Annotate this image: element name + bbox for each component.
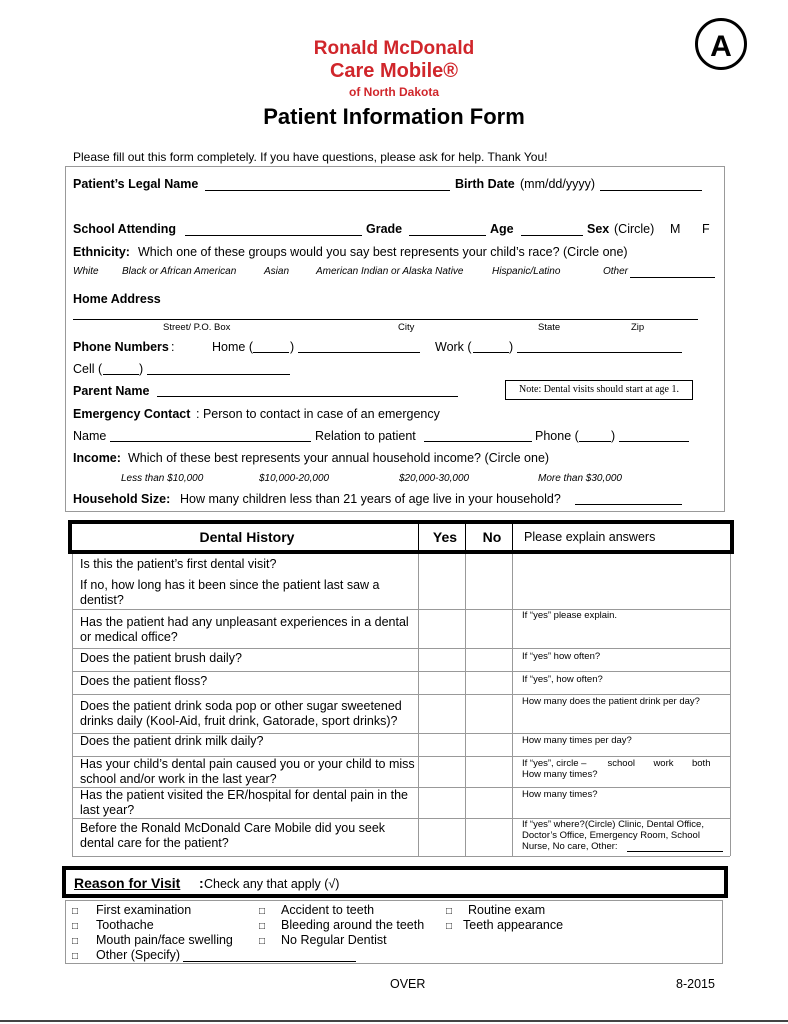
checkbox-accident[interactable]: □	[259, 906, 266, 917]
question-last-visit: If no, how long has it been since the patient last saw a dentist?	[80, 578, 380, 607]
checkbox-routine-exam[interactable]: □	[446, 906, 453, 917]
ethnicity-option[interactable]: Hispanic/Latino	[492, 266, 561, 277]
cell-area-code-field[interactable]	[103, 374, 139, 375]
emergency-name-field[interactable]	[110, 441, 311, 442]
household-label: Household Size:	[73, 492, 171, 506]
grade-field[interactable]	[409, 235, 486, 236]
emergency-phone-field[interactable]	[619, 441, 689, 442]
income-option[interactable]: Less than $10,000	[121, 473, 204, 484]
logo-line2: Care Mobile®	[329, 60, 459, 82]
ethnicity-question: Which one of these groups would you say best represents your child’s race? (Circle one)	[138, 245, 628, 259]
explain-soda: How many does the patient drink per day?	[522, 696, 700, 707]
phone-numbers-colon: :	[171, 340, 175, 354]
school-field[interactable]	[185, 235, 362, 236]
checkbox-no-dentist[interactable]: □	[259, 936, 266, 947]
reason-for-visit-header	[62, 866, 728, 898]
phone-numbers-label: Phone Numbers	[73, 340, 169, 354]
work-phone-field[interactable]	[517, 352, 682, 353]
question-soda: Does the patient drink soda pop or other sugar sweetened drinks daily (Kool-Aid, fruit drink, Gatorade, sport drinks)?	[80, 699, 402, 728]
footer-over: OVER	[390, 977, 426, 991]
explain-brush: If “yes” how often?	[522, 651, 601, 662]
checkbox-bleeding[interactable]: □	[259, 921, 266, 932]
ethnicity-label: Ethnicity:	[73, 245, 130, 259]
cell-phone-close: )	[139, 362, 144, 376]
parent-name-label: Parent Name	[73, 384, 150, 398]
checkbox-toothache[interactable]: □	[72, 921, 79, 932]
header-divider	[465, 524, 466, 550]
emergency-contact-label: Emergency Contact	[73, 407, 191, 421]
parent-name-field[interactable]	[157, 396, 458, 397]
page-title: Patient Information Form	[263, 104, 525, 129]
emergency-name-label: Name	[73, 429, 107, 443]
legal-name-field[interactable]	[205, 190, 450, 191]
address-part-label: Street/ P.O. Box	[163, 322, 231, 333]
income-option[interactable]: More than $30,000	[538, 473, 622, 484]
address-part-label: City	[398, 322, 415, 333]
dental-history-title: Dental History	[199, 529, 295, 545]
question-missed-school: Has your child’s dental pain caused you or your child to miss school and/or work in the last year?	[80, 757, 415, 786]
checkbox-teeth-appearance[interactable]: □	[446, 921, 453, 932]
address-part-label: Zip	[631, 322, 645, 333]
school-label: School Attending	[73, 222, 176, 236]
dental-age-note: Note: Dental visits should start at age 1.	[505, 380, 693, 400]
first-visit-yes-cell[interactable]	[419, 555, 465, 609]
logo-line3: of North Dakota	[349, 85, 439, 99]
home-phone-label: Home (	[212, 340, 253, 354]
question-floss: Does the patient floss?	[80, 674, 208, 688]
reason-colon: :	[199, 875, 204, 891]
reason-title: Reason for Visit	[74, 875, 181, 891]
work-area-code-field[interactable]	[473, 352, 509, 353]
yes-column-header: Yes	[432, 529, 458, 545]
reason-option: Accident to teeth	[281, 903, 375, 917]
intro-text: Please fill out this form completely. If you have questions, please ask for help. Thank You!	[73, 150, 548, 164]
explain-milk: How many times per day?	[522, 735, 632, 746]
grade-label: Grade	[366, 222, 403, 236]
ethnicity-option[interactable]: Other	[603, 266, 629, 277]
checkbox-first-exam[interactable]: □	[72, 906, 79, 917]
header-divider	[418, 524, 419, 550]
sex-hint: (Circle)	[614, 222, 655, 236]
question-milk: Does the patient drink milk daily?	[80, 734, 264, 748]
reason-option: No Regular Dentist	[281, 933, 387, 947]
question-first-visit: Is this the patient’s first dental visit?	[80, 557, 277, 571]
reason-option: First examination	[96, 903, 192, 917]
ethnicity-option[interactable]: Black or African American	[122, 266, 237, 277]
home-address-field[interactable]	[73, 319, 698, 320]
home-address-label: Home Address	[73, 292, 161, 306]
first-visit-no-cell[interactable]	[466, 555, 512, 609]
address-part-label: State	[538, 322, 561, 333]
grid-line	[72, 694, 730, 695]
explain-missed-school-count: How many times?	[522, 769, 598, 780]
grid-line	[72, 856, 730, 857]
form-letter-badge: A	[695, 18, 747, 70]
sex-m[interactable]: M	[670, 222, 681, 236]
income-question: Which of these best represents your annual household income? (Circle one)	[128, 451, 550, 465]
cell-phone-field[interactable]	[147, 374, 290, 375]
legal-name-label: Patient’s Legal Name	[73, 177, 199, 191]
reason-option: Other (Specify)	[96, 948, 181, 962]
explain-floss: If “yes”, how often?	[522, 674, 603, 685]
reason-option: Routine exam	[468, 903, 546, 917]
age-field[interactable]	[521, 235, 583, 236]
birth-date-field[interactable]	[600, 190, 702, 191]
question-brush: Does the patient brush daily?	[80, 651, 242, 665]
ethnicity-other-field[interactable]	[630, 277, 715, 278]
ethnicity-option[interactable]: American Indian or Alaska Native	[316, 266, 464, 277]
reason-option: Mouth pain/face swelling	[96, 933, 233, 947]
question-prior-care: Before the Ronald McDonald Care Mobile did you seek dental care for the patient?	[80, 821, 386, 850]
income-option[interactable]: $10,000-20,000	[259, 473, 330, 484]
work-phone-label: Work (	[435, 340, 472, 354]
household-size-field[interactable]	[575, 504, 682, 505]
question-unpleasant: Has the patient had any unpleasant experiences in a dental or medical office?	[80, 615, 409, 644]
ethnicity-option[interactable]: White	[73, 266, 99, 277]
emergency-contact-text: : Person to contact in case of an emergency	[196, 407, 440, 421]
grid-line	[72, 554, 73, 856]
household-question: How many children less than 21 years of age live in your household?	[180, 492, 561, 506]
relation-label: Relation to patient	[315, 429, 416, 443]
sex-label: Sex	[587, 222, 610, 236]
birth-date-format: (mm/dd/yyyy)	[520, 177, 595, 191]
reason-option: Bleeding around the teeth	[281, 918, 425, 932]
prior-care-other-field[interactable]	[627, 851, 723, 852]
ethnicity-option[interactable]: Asian	[264, 266, 290, 277]
home-area-code-field[interactable]	[253, 352, 289, 353]
emergency-area-code-field[interactable]	[579, 441, 611, 442]
grid-line	[72, 671, 730, 672]
emergency-phone-close: )	[611, 429, 616, 443]
explain-er-visit: How many times?	[522, 789, 598, 800]
question-er-visit: Has the patient visited the ER/hospital for dental pain in the last year?	[80, 788, 408, 817]
explain-missed-school: If “yes”, circle – school work both	[522, 758, 711, 769]
income-option[interactable]: $20,000-30,000	[399, 473, 470, 484]
dental-history-header	[68, 520, 734, 554]
cell-phone-label: Cell (	[73, 362, 103, 376]
logo-line1: Ronald McDonald	[313, 38, 475, 59]
income-label: Income:	[73, 451, 121, 465]
explain-column-header: Please explain answers	[524, 530, 656, 544]
explain-prior-care: If “yes” where?(Circle) Clinic, Dental Office, Doctor’s Office, Emergency Room, School Nurse, No care, Other:	[522, 819, 704, 852]
emergency-phone-label: Phone (	[535, 429, 579, 443]
bottom-border	[0, 1020, 788, 1022]
checkbox-mouth-pain[interactable]: □	[72, 936, 79, 947]
reason-option: Teeth appearance	[463, 918, 564, 932]
reason-option: Toothache	[96, 918, 154, 932]
checkbox-other[interactable]: □	[72, 951, 79, 962]
no-column-header: No	[482, 529, 502, 545]
relation-field[interactable]	[424, 441, 532, 442]
explain-unpleasant: If “yes” please explain.	[522, 610, 618, 621]
other-specify-field[interactable]	[183, 961, 356, 962]
birth-date-label: Birth Date	[455, 177, 515, 191]
reason-instruction: Check any that apply (√)	[204, 877, 340, 891]
home-phone-close: )	[290, 340, 295, 354]
home-phone-field[interactable]	[298, 352, 420, 353]
footer-code: 8-2015	[676, 977, 715, 991]
sex-f[interactable]: F	[702, 222, 710, 236]
header-divider	[512, 524, 513, 550]
work-phone-close: )	[509, 340, 514, 354]
grid-line	[730, 554, 731, 856]
grid-line	[72, 648, 730, 649]
grid-line	[512, 554, 513, 856]
age-label: Age	[490, 222, 514, 236]
